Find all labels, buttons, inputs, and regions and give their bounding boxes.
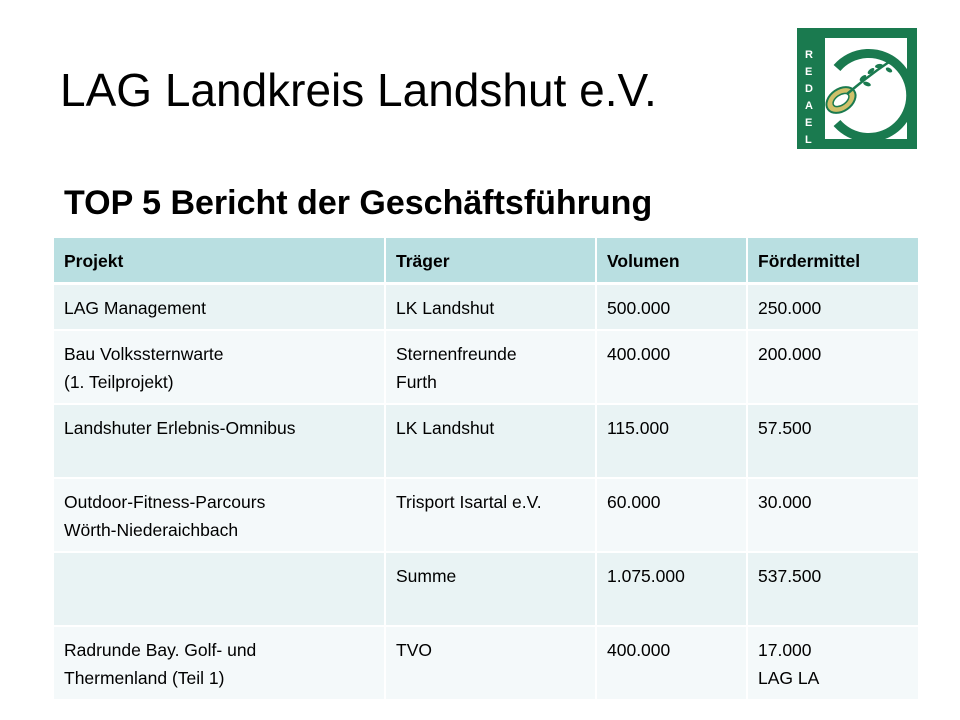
svg-text:E: E — [805, 117, 813, 129]
table-row — [54, 627, 918, 701]
cell-text: Radrunde Bay. Golf- und — [64, 640, 257, 660]
cell-text: 17.000 — [758, 640, 812, 660]
cell-foerdermittel — [748, 553, 918, 627]
cell-text: 537.500 — [758, 566, 822, 586]
cell-traeger — [386, 479, 597, 553]
table-row — [54, 553, 918, 627]
table-row — [54, 285, 918, 331]
cell-text: 57.500 — [758, 418, 812, 438]
header-traeger: Träger — [386, 238, 597, 285]
cell-traeger — [386, 627, 597, 701]
leader-logo — [797, 28, 917, 149]
cell-text: LAG LA — [758, 668, 820, 688]
cell-text: Thermenland (Teil 1) — [64, 668, 225, 688]
cell-projekt — [54, 553, 386, 627]
cell-projekt — [54, 405, 386, 479]
slide-title: LAG Landkreis Landshut e.V. — [60, 64, 657, 116]
slide-subtitle: TOP 5 Bericht der Geschäftsführung — [64, 184, 653, 222]
project-table — [54, 238, 918, 701]
table-row — [54, 405, 918, 479]
table-row — [54, 479, 918, 553]
cell-foerdermittel — [748, 405, 918, 479]
cell-traeger — [386, 405, 597, 479]
cell-text: Furth — [396, 372, 437, 392]
cell-volumen: 60.000 — [597, 479, 748, 553]
cell-projekt — [54, 627, 386, 701]
svg-text:L: L — [805, 134, 812, 146]
svg-text:A: A — [805, 100, 813, 112]
header-volumen: Volumen — [597, 238, 748, 285]
cell-foerdermittel — [748, 627, 918, 701]
header-projekt: Projekt — [54, 238, 386, 285]
svg-text:E: E — [805, 66, 813, 78]
cell-volumen: 115.000 — [597, 405, 748, 479]
svg-text:R: R — [805, 49, 813, 61]
cell-text: 200.000 — [758, 344, 822, 364]
cell-text: Landshuter Erlebnis-Omnibus — [64, 418, 296, 438]
cell-foerdermittel — [748, 479, 918, 553]
cell-text: 250.000 — [758, 298, 822, 318]
cell-text: LK Landshut — [396, 298, 495, 318]
cell-text: Summe — [396, 566, 457, 586]
cell-volumen: 400.000 — [597, 331, 748, 405]
cell-text: Trisport Isartal e.V. — [396, 492, 542, 512]
table-row — [54, 331, 918, 405]
cell-text: Bau Volkssternwarte — [64, 344, 224, 364]
table-header-row — [54, 238, 918, 285]
cell-volumen: 500.000 — [597, 285, 748, 331]
cell-traeger — [386, 553, 597, 627]
cell-text: (1. Teilprojekt) — [64, 372, 174, 392]
cell-traeger — [386, 285, 597, 331]
header-foerdermittel: Fördermittel — [748, 238, 918, 285]
cell-text: TVO — [396, 640, 432, 660]
cell-volumen: 400.000 — [597, 627, 748, 701]
cell-volumen: 1.075.000 — [597, 553, 748, 627]
cell-projekt — [54, 479, 386, 553]
cell-text: Sternenfreunde — [396, 344, 517, 364]
cell-foerdermittel — [748, 285, 918, 331]
cell-text: LAG Management — [64, 298, 207, 318]
cell-projekt — [54, 331, 386, 405]
cell-text: Wörth-Niederaichbach — [64, 520, 239, 540]
cell-traeger — [386, 331, 597, 405]
cell-text: LK Landshut — [396, 418, 495, 438]
cell-text: 30.000 — [758, 492, 812, 512]
svg-text:D: D — [805, 83, 813, 95]
cell-projekt — [54, 285, 386, 331]
cell-text: Outdoor-Fitness-Parcours — [64, 492, 266, 512]
cell-foerdermittel — [748, 331, 918, 405]
